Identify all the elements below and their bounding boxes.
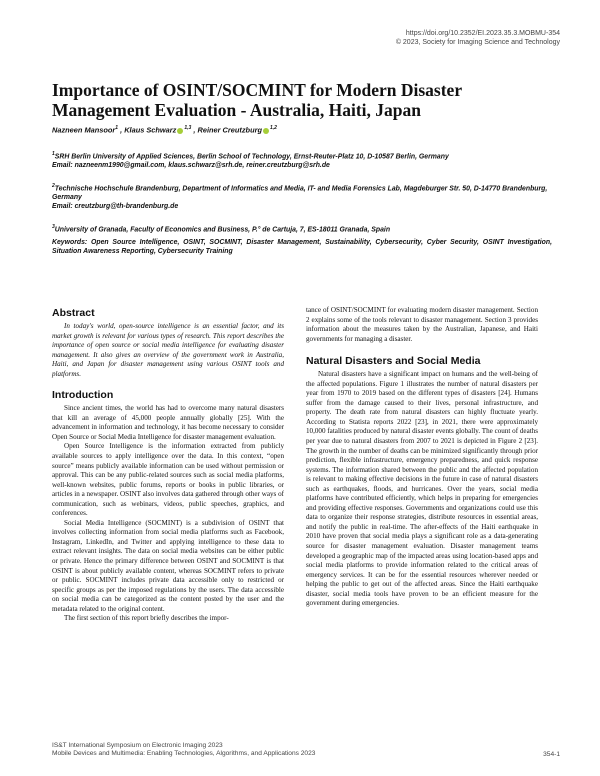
keywords-text: Open Source Intelligence, OSINT, SOCMINT, Disaster Management, Sustainability, Cybersecurity, Cyber Security, OSINT Investigation, Situation Awareness Reporting, Cybersecurity Training <box>52 239 552 255</box>
affiliation-address: SRH Berlin University of Applied Sciences, Berlin School of Technology, Ernst-Reuter-Platz 10, D-10587 Berlin, Germany <box>54 153 449 161</box>
keywords-label: Keywords: <box>52 239 88 246</box>
paragraph: Open Source Intelligence is the information extracted from publicly available sources to apply intelligence over the data. In this context, “open source” means publicly available information can be used without permission or approval. This can be any public-related sources such as social media platforms, well-known websites, public forums, reports or books in public libraries, or articles in a newspaper. OSINT also involves data gathered through other ways of communication, such as webinars, videos, public speeches, graphics, and conferences. <box>52 442 284 518</box>
author-name: Klaus Schwarz <box>124 125 177 135</box>
copyright-notice: © 2023, Society for Imaging Science and Technology <box>395 39 560 46</box>
paragraph: Social Media Intelligence (SOCMINT) is a subdivision of OSINT that involves collecting information from social media platforms such as Facebook, Instagram, LinkedIn, and Twitter and applying intelligence to these data to extract relevant insights. The data on social media websites can be either public or private. Hence the primary difference between OSINT and SOCMINT is that OSINT is about publicly available content, whereas SOCMINT refers to private or public. SOCMINT includes private data accessible only to restricted or specific groups as per the imposed regulations by the users. The data accessible on social media can be categorized as the content posted by the user and the metadata related to the original content. <box>52 518 284 613</box>
author-affiliation-marker: 1 <box>115 125 119 131</box>
left-column <box>52 307 284 624</box>
orcid-icon[interactable] <box>263 128 269 134</box>
abstract-heading: Abstract <box>52 307 95 319</box>
article-header <box>396 29 560 47</box>
affiliation-marker: 2 <box>52 183 55 189</box>
conference-footer <box>52 742 315 758</box>
right-column <box>306 306 538 609</box>
affiliation-marker: 3 <box>52 224 55 230</box>
orcid-icon[interactable] <box>177 128 183 134</box>
affiliation-2 <box>52 182 552 211</box>
paragraph: Natural disasters have a significant impact on humans and the well-being of the affected populations. Figure 1 illustrates the number of natural disasters per year from 1970 to 2019 based on the different types of disasters [24]. Humans suffer from the damage caused to their lives, personal infrastructure, and property. The death rate from natural disasters can highly fluctuate yearly. According to Statista reports 2022 [23], in 2021, there were approximately 10,000 fatalities produced by natural disaster events globally. The count of deaths per year due to natural disasters from 2007 to 2021 is depicted in Figure 2 [23]. The growth in the number of deaths can be minimized significantly through prior prediction, flexible infrastructure, emergency preparedness, and quick response systems. The information shared between the public and the affected population is relevant to making effective decisions in the future in case of natural disasters such as earthquakes, floods, and hurricanes. Over the years, social media platforms have contributed efficiently, which helps in preparing for emergencies and providing effective responses. Governments and organizations could use this data to organize their response strategies, distribute resources in essential areas, and notify the public in real-time. The after-effects of the Haiti earthquake in 2010 have proven that social media plays a significant role as a data-generating source for disaster management evaluation. Disaster management teams developed a geographic map of the impacted areas using location-based apps and social media platforms to provide information related to the critical areas of emergency services. It can be for the essential resources wherever needed or helping the public to get out of the affected areas. Since the Haiti earthquake disaster, social media tools have proven to be an efficient measure for the government during emergencies. <box>306 370 538 608</box>
footer-line: IS&T International Symposium on Electronic Imaging 2023 <box>52 742 223 749</box>
paragraph: The first section of this report briefly describes the impor- <box>64 614 229 623</box>
affiliation-email[interactable]: Email: creutzburg@th-brandenburg.de <box>52 203 179 211</box>
author-affiliation-marker: 1,2 <box>269 125 277 131</box>
paragraph: Since ancient times, the world has had to overcome many natural disasters that kill an average of 45,000 people annually globally [25]. With the advancement in information and technology, it has become necessary to consider Open Source or Social Media Intelligence for disaster management evaluation. <box>52 404 284 441</box>
paragraph: tance of OSINT/SOCMINT for evaluating modern disaster management. Section 2 explains some of the tools relevant to disaster management. Section 3 provides information about the measures taken by the Australian, Japanese, and Haiti governments for managing a disaster. <box>306 306 538 343</box>
affiliation-email[interactable]: Email: nazneenm1990@gmail.com, klaus.schwarz@srh.de, reiner.creutzburg@srh.de <box>52 162 330 170</box>
natural-disasters-heading: Natural Disasters and Social Media <box>306 355 481 368</box>
author-name: Nazneen Mansoor <box>52 125 116 135</box>
introduction-heading: Introduction <box>52 389 114 402</box>
affiliation-3 <box>52 223 552 234</box>
footer-line: Mobile Devices and Multimedia: Enabling Technologies, Algorithms, and Applications 2023 <box>52 750 316 757</box>
author-name: Reiner Creutzburg <box>197 125 262 135</box>
keywords <box>52 238 552 256</box>
author-affiliation-marker: 1,3 <box>184 125 192 131</box>
affiliation-address: Technische Hochschule Brandenburg, Department of Informatics and Media, IT- and Media Forensics Lab, Magdeburger Str. 50, D-14770 Brandenburg, Germany <box>52 185 548 202</box>
abstract-text: In today's world, open-source intelligence is an essential factor, and its market growth is relevant for various types of research. This report describes the importance of open source or social media intelligence for evaluating disaster management. It also gives an overview of the government work in Australia, Haiti, and Japan for disaster management using various OSINT tools and platforms. <box>52 322 284 378</box>
page-number: 354-1 <box>543 751 560 758</box>
paper-title: Importance of OSINT/SOCMINT for Modern Disaster Management Evaluation - Australia, Haiti, Japan <box>52 80 462 120</box>
affiliation-marker: 1 <box>52 151 55 157</box>
affiliation-1 <box>52 150 552 170</box>
author-list: Nazneen Mansoor$^1$ , Klaus Schwarz $^{1,3}$ , Reiner Creutzburg $^{1,2}$ <box>52 125 277 135</box>
affiliation-address: University of Granada, Faculty of Economics and Business, P.° de Cartuja, 7, ES-18011 Granada, Spain <box>54 226 391 234</box>
doi-link[interactable]: https://doi.org/10.2352/EI.2023.35.3.MOBMU-354 <box>405 30 560 37</box>
